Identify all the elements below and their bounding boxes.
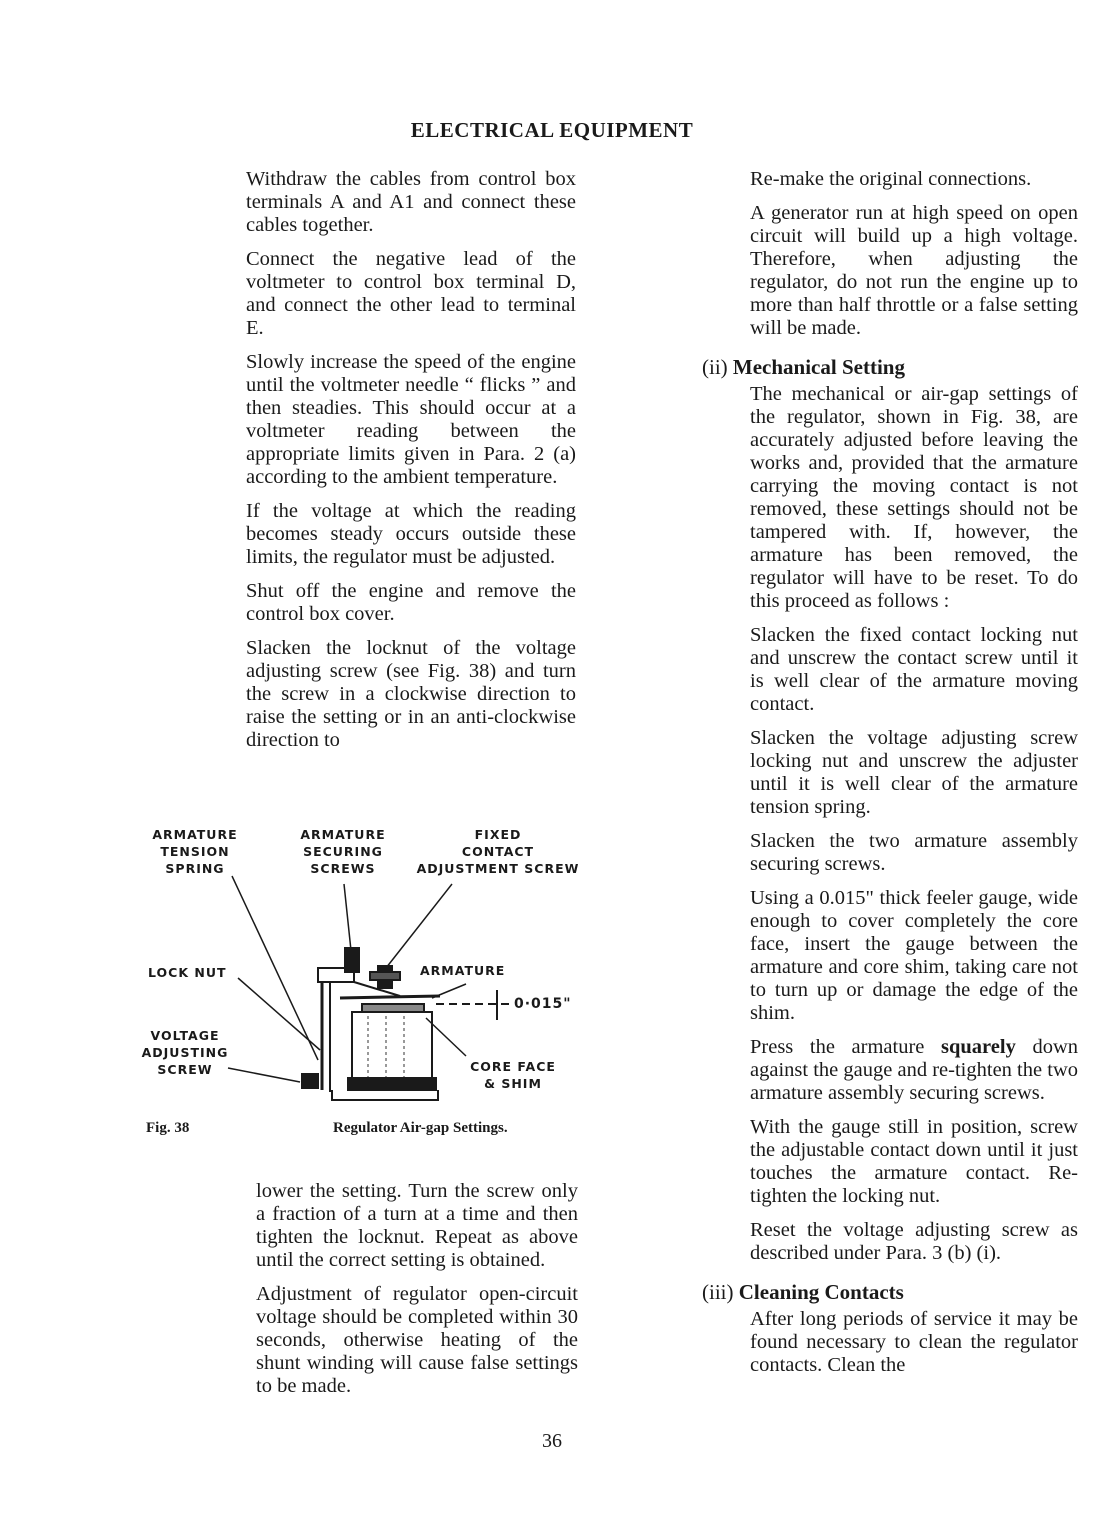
emphasis: squarely: [941, 1036, 1016, 1058]
paragraph: Shut off the engine and remove the control box cover.: [246, 580, 576, 625]
section-number: (iii): [702, 1280, 734, 1304]
page-number: 36: [542, 1430, 562, 1452]
armature-plate: [340, 996, 440, 998]
paragraph: With the gauge still in position, screw the adjustable contact down until it just touches the armature contact. Re-tighten the locking nut.: [750, 1116, 1078, 1207]
voltage-adjusting-screw: [302, 1074, 318, 1088]
label-armature-tension-spring: ARMATURE TENSION SPRING: [152, 827, 238, 876]
label-voltage-adjusting-screw: VOLTAGE ADJUSTING SCREW: [141, 1028, 229, 1077]
label-fixed-contact-adjustment-screw: FIXED CONTACT ADJUSTMENT SCREW: [416, 827, 580, 876]
lock-nut-shape: [370, 972, 400, 980]
paragraph: Slacken the voltage adjusting screw locking nut and unscrew the adjuster until it is well clear of the armature tension spring.: [750, 727, 1078, 818]
text-span: down against the gauge and re-tighten the two armature assembly securing screws.: [750, 1036, 1079, 1104]
paragraph: Using a 0.015" thick feeler gauge, wide enough to cover completely the core face, insert the gauge between the armature and core shim, taking care not to turn up or damage the edge of the shim.: [750, 887, 1078, 1024]
figure-number: Fig. 38: [146, 1120, 190, 1136]
label-gap: 0·015": [514, 996, 572, 1012]
paragraph: Slowly increase the speed of the engine until the voltmeter needle “ flicks ” and then steadies. This should occur at a voltmeter reading between the appropriate limits given in Para. 2 (a) according to the ambient temperature.: [246, 351, 576, 488]
paragraph: Adjustment of regulator open-circuit voltage should be completed within 30 seconds, otherwise heating of the shunt winding will cause false settings to be made.: [256, 1283, 578, 1397]
right-column: [702, 168, 1079, 1388]
paragraph: Re-make the original connections.: [750, 168, 1032, 190]
section-number: (ii): [702, 355, 728, 379]
core-shim: [362, 1004, 424, 1012]
paragraph: Connect the negative lead of the voltmeter to control box terminal D, and connect the other lead to terminal E.: [246, 248, 576, 339]
left-column-bottom: [256, 1180, 578, 1409]
label-core-face-shim: CORE FACE & SHIM: [470, 1059, 556, 1091]
paragraph: A generator run at high speed on open circuit will build up a high voltage. Therefore, when adjusting the regulator, do not run the engine up to more than half throttle or a false setting will be made.: [750, 202, 1078, 339]
coil-base: [348, 1078, 436, 1090]
section-heading-cleaning-contacts: [702, 1281, 1078, 1304]
paragraph: [750, 1036, 1078, 1105]
paragraph: Reset the voltage adjusting screw as described under Para. 3 (b) (i).: [750, 1219, 1078, 1264]
paragraph: lower the setting. Turn the screw only a fraction of a turn at a time and then tighten the locknut. Repeat as above until the correct setting is obtained.: [256, 1180, 578, 1271]
label-lock-nut: LOCK NUT: [148, 965, 227, 980]
paragraph: Slacken the two armature assembly securing screws.: [750, 830, 1078, 875]
figure-caption: Regulator Air-gap Settings.: [333, 1120, 508, 1136]
label-armature-securing-screws: ARMATURE SECURING SCREWS: [300, 827, 386, 876]
paragraph: Slacken the locknut of the voltage adjusting screw (see Fig. 38) and turn the screw in a clockwise direction to raise the setting or in an anti-clockwise direction to: [246, 637, 576, 751]
page-title: ELECTRICAL EQUIPMENT: [410, 118, 694, 142]
paragraph: The mechanical or air-gap settings of the regulator, shown in Fig. 38, are accurately adjusted before leaving the works and, provided that the armature carrying the moving contact is not removed, these settings should not be tampered with. If, however, the armature has been removed, the regulator will have to be reset. To do this proceed as follows :: [750, 383, 1078, 612]
paragraph: After long periods of service it may be found necessary to clean the regulator contacts. Clean the: [750, 1308, 1078, 1376]
paragraph: Slacken the fixed contact locking nut and unscrew the contact screw until it is well clear of the armature moving contact.: [750, 624, 1078, 715]
paragraph: If the voltage at which the reading becomes steady occurs outside these limits, the regulator must be adjusted.: [246, 500, 576, 568]
paragraph: Withdraw the cables from control box terminals A and A1 and connect these cables together.: [246, 168, 576, 236]
coil: [352, 1012, 432, 1082]
text-span: Press the armature: [750, 1036, 925, 1058]
regulator-frame: [332, 1090, 438, 1100]
label-armature: ARMATURE: [420, 963, 506, 978]
section-title: Cleaning Contacts: [738, 1280, 904, 1304]
section-heading-mechanical-setting: [702, 356, 1078, 379]
section-title: Mechanical Setting: [732, 355, 905, 379]
